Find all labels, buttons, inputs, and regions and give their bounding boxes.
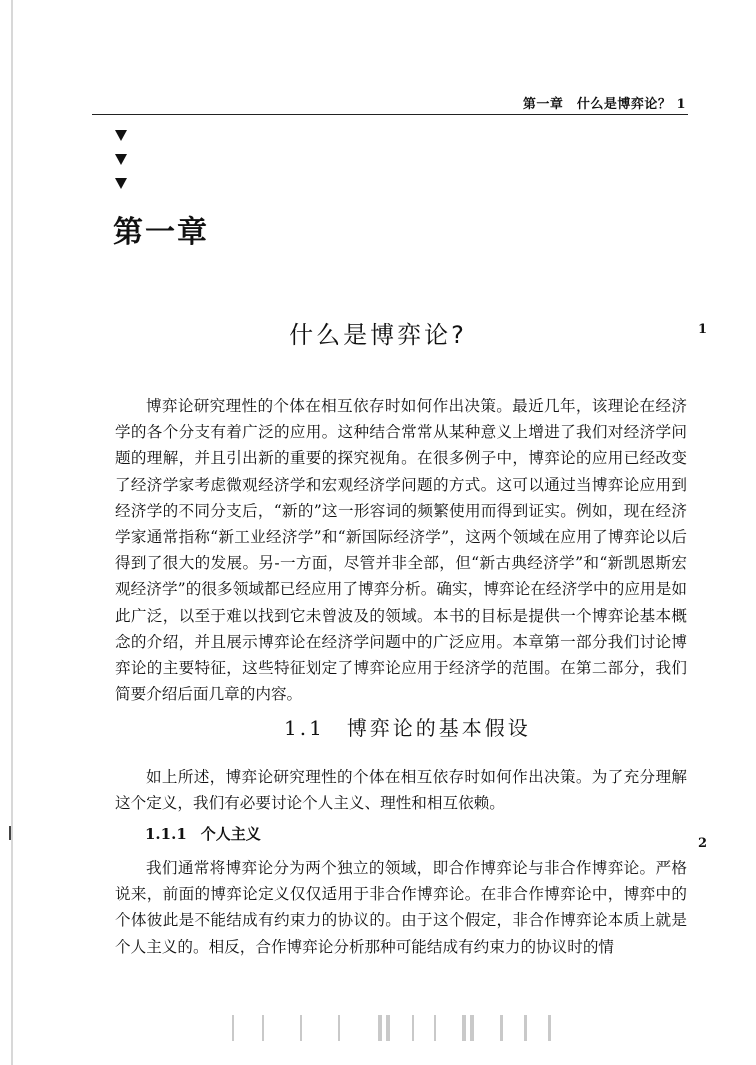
- running-head: 第一章 什么是博弈论？ 1: [522, 97, 686, 112]
- triangle-icon: [115, 178, 127, 189]
- intro-paragraph: 博弈论研究理性的个体在相互依存时如何作出决策。最近几年，该理论在经济学的各个分支有着广泛的应用。这种结合常常从某种意义上增进了我们对经济学问题的理解，并且引出新的重要的探究视角。在很多例子中，博弈论的应用已经改变了经济学家考虑微观经济学和宏观经济学问题的方式。这可以通过当博弈论应用到经济学的不同分支后，“新的”这一形容词的频繁使用而得到证实。例如，现在经济学家通常指称“新工业经济学”和“新国际经济学”，这两个领域在应用了博弈论以后得到了很大的发展。另-一方面，尽管并非全部，但“新古典经济学”和“新凯恩斯宏观经济学”的很多领域都已经应用了博弈分析。确实，博弈论在经济学中的应用是如此广泛，以至于难以找到它未曾波及的领域。本书的目标是提供一个博弈论基本概念的介绍，并且展示博弈论在经济学问题中的广泛应用。本章第一部分我们讨论博弈论的主要特征，这些特征划定了博弈论应用于经济学的范围。在第二部分，我们简要介绍后面几章的内容。: [115, 397, 687, 704]
- subsection-heading: [145, 823, 261, 844]
- subsection-number: 1.1.1: [145, 825, 187, 843]
- header-rule: [92, 114, 688, 115]
- scan-mark: [9, 826, 11, 840]
- triangle-icon: [115, 130, 127, 141]
- chapter-ornament: [115, 130, 127, 202]
- section-number: 1.1: [284, 716, 325, 740]
- triangle-icon: [115, 154, 127, 165]
- section-intro-paragraph: 如上所述，博弈论研究理性的个体在相互依存时如何作出决策。为了充分理解这个定义，我们有必要讨论个人主义、理性和相互依赖。: [115, 768, 687, 813]
- individualism-paragraph: 我们通常将博弈论分为两个独立的领域，即合作博弈论与非合作博弈论。严格说来，前面的博弈论定义仅仅适用于非合作博弈论。在非合作博弈论中，博弈中的个体彼此是不能结成有约束力的协议的。由于这个假定，非合作博弈论本质上就是个人主义的。相反，合作博弈论分析那种可能结成有约束力的协议时的情: [115, 859, 687, 956]
- margin-number: 2: [698, 836, 708, 851]
- margin-number: 1: [698, 322, 708, 337]
- chapter-title: 什么是博弈论?: [289, 321, 467, 349]
- section-heading: [284, 712, 531, 741]
- subsection-title: 个人主义: [200, 825, 261, 843]
- section-title: 博弈论的基本假设: [346, 716, 531, 740]
- page-edge-line: [11, 0, 13, 1065]
- chapter-label: 第一章: [113, 215, 209, 250]
